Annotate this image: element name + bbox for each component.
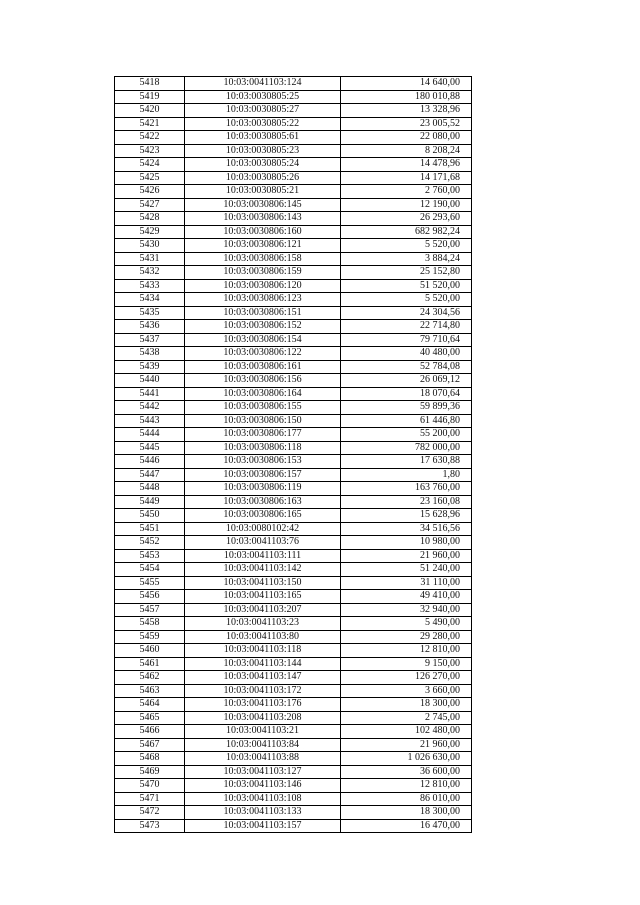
cadastral-number-cell: 10:03:0041103:207	[185, 603, 341, 617]
cadastral-number-cell: 10:03:0041103:142	[185, 563, 341, 577]
amount-cell: 180 010,88	[341, 90, 472, 104]
amount-cell: 52 784,08	[341, 360, 472, 374]
amount-cell: 24 304,56	[341, 306, 472, 320]
row-number-cell: 5429	[115, 225, 185, 239]
cadastral-number-cell: 10:03:0041103:133	[185, 806, 341, 820]
amount-cell: 2 745,00	[341, 711, 472, 725]
amount-cell: 8 208,24	[341, 144, 472, 158]
cadastral-number-cell: 10:03:0030805:21	[185, 185, 341, 199]
row-number-cell: 5458	[115, 617, 185, 631]
cadastral-number-cell: 10:03:0041103:150	[185, 576, 341, 590]
cadastral-number-cell: 10:03:0030806:152	[185, 320, 341, 334]
cadastral-number-cell: 10:03:0041103:111	[185, 549, 341, 563]
row-number-cell: 5441	[115, 387, 185, 401]
row-number-cell: 5465	[115, 711, 185, 725]
amount-cell: 2 760,00	[341, 185, 472, 199]
table-row	[115, 198, 472, 212]
cadastral-number-cell: 10:03:0030805:61	[185, 131, 341, 145]
amount-cell: 14 171,68	[341, 171, 472, 185]
table-row	[115, 590, 472, 604]
amount-cell: 21 960,00	[341, 549, 472, 563]
amount-cell: 51 240,00	[341, 563, 472, 577]
cadastral-number-cell: 10:03:0041103:84	[185, 738, 341, 752]
table-row	[115, 671, 472, 685]
row-number-cell: 5425	[115, 171, 185, 185]
cadastral-number-cell: 10:03:0041103:146	[185, 779, 341, 793]
cadastral-number-cell: 10:03:0041103:157	[185, 819, 341, 833]
amount-cell: 55 200,00	[341, 428, 472, 442]
cadastral-number-cell: 10:03:0030806:118	[185, 441, 341, 455]
amount-cell: 5 490,00	[341, 617, 472, 631]
row-number-cell: 5468	[115, 752, 185, 766]
row-number-cell: 5451	[115, 522, 185, 536]
row-number-cell: 5466	[115, 725, 185, 739]
row-number-cell: 5426	[115, 185, 185, 199]
row-number-cell: 5442	[115, 401, 185, 415]
cadastral-number-cell: 10:03:0030806:159	[185, 266, 341, 280]
cadastral-number-cell: 10:03:0030806:155	[185, 401, 341, 415]
table-row	[115, 576, 472, 590]
row-number-cell: 5456	[115, 590, 185, 604]
table-row	[115, 441, 472, 455]
amount-cell: 22 714,80	[341, 320, 472, 334]
amount-cell: 17 630,88	[341, 455, 472, 469]
row-number-cell: 5463	[115, 684, 185, 698]
row-number-cell: 5437	[115, 333, 185, 347]
table-row	[115, 428, 472, 442]
cadastral-number-cell: 10:03:0030805:25	[185, 90, 341, 104]
row-number-cell: 5423	[115, 144, 185, 158]
cadastral-number-cell: 10:03:0030806:156	[185, 374, 341, 388]
amount-cell: 32 940,00	[341, 603, 472, 617]
row-number-cell: 5420	[115, 104, 185, 118]
row-number-cell: 5430	[115, 239, 185, 253]
amount-cell: 61 446,80	[341, 414, 472, 428]
cadastral-number-cell: 10:03:0030806:154	[185, 333, 341, 347]
cadastral-number-cell: 10:03:0030806:161	[185, 360, 341, 374]
table-row	[115, 819, 472, 833]
cadastral-number-cell: 10:03:0030806:120	[185, 279, 341, 293]
table-row	[115, 414, 472, 428]
amount-cell: 13 328,96	[341, 104, 472, 118]
row-number-cell: 5467	[115, 738, 185, 752]
table-row	[115, 644, 472, 658]
table-row	[115, 495, 472, 509]
cadastral-number-cell: 10:03:0030806:153	[185, 455, 341, 469]
cadastral-number-cell: 10:03:0030806:160	[185, 225, 341, 239]
row-number-cell: 5460	[115, 644, 185, 658]
amount-cell: 34 516,56	[341, 522, 472, 536]
row-number-cell: 5461	[115, 657, 185, 671]
amount-cell: 18 300,00	[341, 806, 472, 820]
row-number-cell: 5452	[115, 536, 185, 550]
row-number-cell: 5445	[115, 441, 185, 455]
table-row	[115, 752, 472, 766]
amount-cell: 782 000,00	[341, 441, 472, 455]
table-row	[115, 104, 472, 118]
row-number-cell: 5421	[115, 117, 185, 131]
row-number-cell: 5439	[115, 360, 185, 374]
table-row	[115, 225, 472, 239]
table-row	[115, 306, 472, 320]
cadastral-number-cell: 10:03:0030806:163	[185, 495, 341, 509]
amount-cell: 3 660,00	[341, 684, 472, 698]
cadastral-number-cell: 10:03:0041103:147	[185, 671, 341, 685]
cadastral-number-cell: 10:03:0041103:127	[185, 765, 341, 779]
row-number-cell: 5419	[115, 90, 185, 104]
amount-cell: 5 520,00	[341, 293, 472, 307]
cadastral-number-cell: 10:03:0030806:177	[185, 428, 341, 442]
table-row	[115, 387, 472, 401]
cadastral-number-cell: 10:03:0030806:123	[185, 293, 341, 307]
row-number-cell: 5453	[115, 549, 185, 563]
table-row	[115, 401, 472, 415]
row-number-cell: 5418	[115, 77, 185, 91]
cadastral-number-cell: 10:03:0041103:172	[185, 684, 341, 698]
amount-cell: 682 982,24	[341, 225, 472, 239]
amount-cell: 59 899,36	[341, 401, 472, 415]
cadastral-number-cell: 10:03:0030806:158	[185, 252, 341, 266]
table-row	[115, 806, 472, 820]
row-number-cell: 5472	[115, 806, 185, 820]
table-row	[115, 131, 472, 145]
amount-cell: 29 280,00	[341, 630, 472, 644]
amount-cell: 23 160,08	[341, 495, 472, 509]
cadastral-number-cell: 10:03:0041103:208	[185, 711, 341, 725]
row-number-cell: 5449	[115, 495, 185, 509]
amount-cell: 12 810,00	[341, 644, 472, 658]
table-row	[115, 657, 472, 671]
table-row	[115, 617, 472, 631]
table-body	[115, 77, 472, 833]
cadastral-number-cell: 10:03:0080102:42	[185, 522, 341, 536]
cadastral-number-cell: 10:03:0041103:88	[185, 752, 341, 766]
row-number-cell: 5422	[115, 131, 185, 145]
amount-cell: 31 110,00	[341, 576, 472, 590]
table-row	[115, 360, 472, 374]
table-row	[115, 725, 472, 739]
row-number-cell: 5446	[115, 455, 185, 469]
row-number-cell: 5454	[115, 563, 185, 577]
row-number-cell: 5433	[115, 279, 185, 293]
table-row	[115, 293, 472, 307]
amount-cell: 22 080,00	[341, 131, 472, 145]
row-number-cell: 5464	[115, 698, 185, 712]
amount-cell: 18 300,00	[341, 698, 472, 712]
table-row	[115, 239, 472, 253]
cadastral-number-cell: 10:03:0030806:145	[185, 198, 341, 212]
amount-cell: 12 810,00	[341, 779, 472, 793]
row-number-cell: 5438	[115, 347, 185, 361]
row-number-cell: 5469	[115, 765, 185, 779]
amount-cell: 163 760,00	[341, 482, 472, 496]
row-number-cell: 5443	[115, 414, 185, 428]
table-row	[115, 536, 472, 550]
cadastral-number-cell: 10:03:0041103:76	[185, 536, 341, 550]
cadastral-number-cell: 10:03:0041103:21	[185, 725, 341, 739]
amount-cell: 1,80	[341, 468, 472, 482]
table-row	[115, 455, 472, 469]
amount-cell: 26 069,12	[341, 374, 472, 388]
row-number-cell: 5435	[115, 306, 185, 320]
table-row	[115, 144, 472, 158]
table-row	[115, 185, 472, 199]
row-number-cell: 5424	[115, 158, 185, 172]
table-row	[115, 171, 472, 185]
cadastral-number-cell: 10:03:0041103:124	[185, 77, 341, 91]
cadastral-number-cell: 10:03:0030806:150	[185, 414, 341, 428]
table-row	[115, 252, 472, 266]
amount-cell: 14 640,00	[341, 77, 472, 91]
row-number-cell: 5447	[115, 468, 185, 482]
table-row	[115, 522, 472, 536]
table-row	[115, 212, 472, 226]
amount-cell: 1 026 630,00	[341, 752, 472, 766]
table-row	[115, 77, 472, 91]
amount-cell: 86 010,00	[341, 792, 472, 806]
table-row	[115, 603, 472, 617]
cadastral-number-cell: 10:03:0030806:165	[185, 509, 341, 523]
row-number-cell: 5431	[115, 252, 185, 266]
amount-cell: 126 270,00	[341, 671, 472, 685]
table-row	[115, 482, 472, 496]
amount-cell: 16 470,00	[341, 819, 472, 833]
amount-cell: 21 960,00	[341, 738, 472, 752]
row-number-cell: 5450	[115, 509, 185, 523]
cadastral-number-cell: 10:03:0030806:143	[185, 212, 341, 226]
table-row	[115, 630, 472, 644]
table-row	[115, 266, 472, 280]
amount-cell: 10 980,00	[341, 536, 472, 550]
row-number-cell: 5459	[115, 630, 185, 644]
cadastral-number-cell: 10:03:0030806:164	[185, 387, 341, 401]
table-row	[115, 792, 472, 806]
amount-cell: 40 480,00	[341, 347, 472, 361]
cadastral-number-cell: 10:03:0030806:119	[185, 482, 341, 496]
row-number-cell: 5470	[115, 779, 185, 793]
table-row	[115, 374, 472, 388]
row-number-cell: 5436	[115, 320, 185, 334]
cadastral-number-cell: 10:03:0030805:23	[185, 144, 341, 158]
cadastral-number-cell: 10:03:0030806:157	[185, 468, 341, 482]
amount-cell: 3 884,24	[341, 252, 472, 266]
amount-cell: 12 190,00	[341, 198, 472, 212]
amount-cell: 9 150,00	[341, 657, 472, 671]
amount-cell: 49 410,00	[341, 590, 472, 604]
table-row	[115, 279, 472, 293]
table-row	[115, 563, 472, 577]
row-number-cell: 5432	[115, 266, 185, 280]
row-number-cell: 5455	[115, 576, 185, 590]
row-number-cell: 5462	[115, 671, 185, 685]
cadastral-number-cell: 10:03:0030805:27	[185, 104, 341, 118]
cadastral-number-cell: 10:03:0041103:80	[185, 630, 341, 644]
row-number-cell: 5427	[115, 198, 185, 212]
table-row	[115, 711, 472, 725]
amount-cell: 79 710,64	[341, 333, 472, 347]
table-row	[115, 468, 472, 482]
table-row	[115, 698, 472, 712]
data-table	[114, 76, 472, 833]
table-row	[115, 549, 472, 563]
amount-cell: 102 480,00	[341, 725, 472, 739]
row-number-cell: 5434	[115, 293, 185, 307]
amount-cell: 36 600,00	[341, 765, 472, 779]
table-row	[115, 738, 472, 752]
cadastral-number-cell: 10:03:0041103:176	[185, 698, 341, 712]
table-row	[115, 765, 472, 779]
cadastral-number-cell: 10:03:0030806:122	[185, 347, 341, 361]
row-number-cell: 5457	[115, 603, 185, 617]
amount-cell: 18 070,64	[341, 387, 472, 401]
cadastral-number-cell: 10:03:0041103:23	[185, 617, 341, 631]
table-row	[115, 90, 472, 104]
cadastral-number-cell: 10:03:0030805:22	[185, 117, 341, 131]
table-row	[115, 509, 472, 523]
amount-cell: 23 005,52	[341, 117, 472, 131]
cadastral-number-cell: 10:03:0041103:108	[185, 792, 341, 806]
table-row	[115, 333, 472, 347]
table-row	[115, 158, 472, 172]
cadastral-number-cell: 10:03:0030806:151	[185, 306, 341, 320]
table-row	[115, 320, 472, 334]
amount-cell: 26 293,60	[341, 212, 472, 226]
amount-cell: 25 152,80	[341, 266, 472, 280]
cadastral-number-cell: 10:03:0041103:144	[185, 657, 341, 671]
amount-cell: 15 628,96	[341, 509, 472, 523]
cadastral-number-cell: 10:03:0041103:118	[185, 644, 341, 658]
table-row	[115, 684, 472, 698]
row-number-cell: 5444	[115, 428, 185, 442]
cadastral-number-cell: 10:03:0030806:121	[185, 239, 341, 253]
cadastral-number-cell: 10:03:0030805:24	[185, 158, 341, 172]
row-number-cell: 5448	[115, 482, 185, 496]
amount-cell: 51 520,00	[341, 279, 472, 293]
cadastral-number-cell: 10:03:0030805:26	[185, 171, 341, 185]
cadastral-number-cell: 10:03:0041103:165	[185, 590, 341, 604]
row-number-cell: 5440	[115, 374, 185, 388]
table-row	[115, 117, 472, 131]
row-number-cell: 5428	[115, 212, 185, 226]
amount-cell: 14 478,96	[341, 158, 472, 172]
amount-cell: 5 520,00	[341, 239, 472, 253]
table-row	[115, 779, 472, 793]
table-row	[115, 347, 472, 361]
row-number-cell: 5473	[115, 819, 185, 833]
row-number-cell: 5471	[115, 792, 185, 806]
